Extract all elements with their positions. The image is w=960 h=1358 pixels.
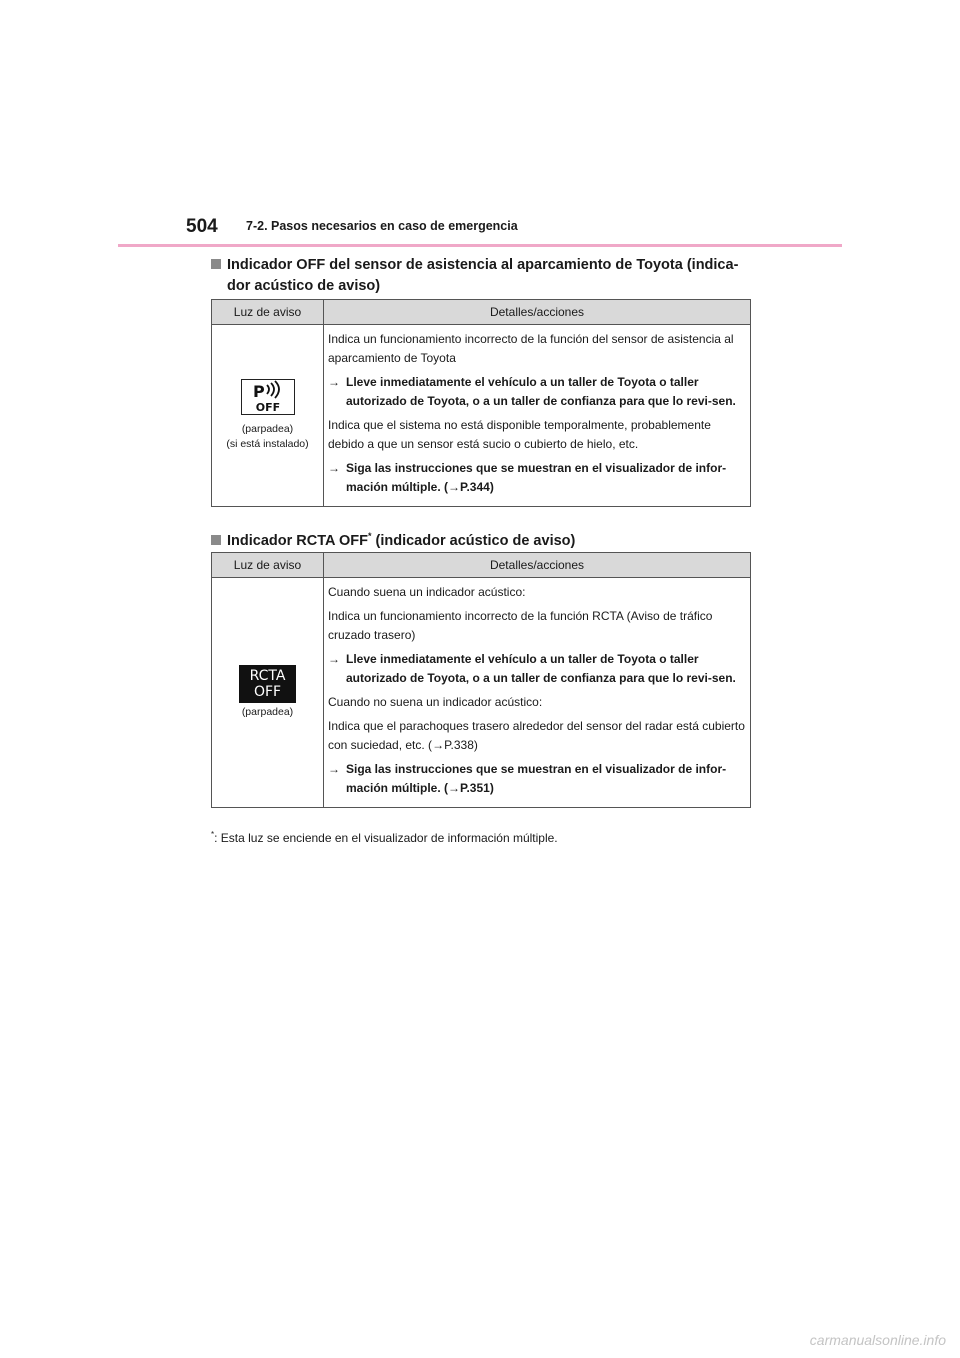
column-header-warning-light: Luz de aviso (212, 300, 324, 325)
chapter-title: 7-2. Pasos necesarios en caso de emergencia (246, 219, 518, 233)
watermark: carmanualsonline.info (809, 1332, 946, 1348)
rcta-off-icon: RCTA OFF (239, 665, 296, 703)
action-item: → Siga las instrucciones que se muestran en el visualizador de infor-mación múltiple. (→P.351) (328, 760, 746, 798)
warning-light-cell: P OFF (parpadea) (si está instalado) (212, 325, 324, 507)
arrow-icon: → (448, 781, 461, 795)
details-text: Cuando suena un indicador acústico: (328, 585, 526, 599)
footnote: *: Esta luz se enciende en el visualizador de información múltiple. (211, 830, 558, 845)
action-item: → Lleve inmediatamente el vehículo a un taller de Toyota o taller autorizado de Toyota, o a un taller de confianza para que lo revi-sen. (328, 650, 746, 688)
page-number: 504 (186, 216, 218, 237)
details-cell (324, 578, 751, 808)
svg-text:OFF: OFF (255, 401, 280, 414)
parking-assist-sensor-off-icon (241, 379, 295, 415)
section-title-parking-sensor: Indicador OFF del sensor de asistencia al aparcamiento de Toyota (indica- dor acústico de aviso) (211, 255, 751, 297)
page-reference-link[interactable]: P.351 (460, 781, 490, 795)
square-bullet-icon (211, 535, 221, 545)
page-reference-link[interactable]: P.338 (444, 738, 474, 752)
warning-light-cell: RCTA OFF (parpadea) (212, 578, 324, 808)
svg-text:P: P (252, 382, 265, 401)
square-bullet-icon (211, 259, 221, 269)
footnote-mark: * (211, 830, 215, 839)
arrow-icon: → (328, 375, 340, 389)
details-text: Indica un funcionamiento incorrecto de la función RCTA (Aviso de tráfico cruzado trasero) (328, 609, 713, 642)
footnote-mark: * (367, 531, 372, 541)
column-header-details: Detalles/acciones (324, 300, 751, 325)
table-row (212, 325, 751, 507)
details-cell (324, 325, 751, 507)
table-rcta (211, 552, 751, 808)
page-reference-link[interactable]: P.344 (460, 480, 490, 494)
arrow-icon: → (328, 652, 340, 666)
details-text: Indica un funcionamiento incorrecto de la función del sensor de asistencia al aparcamiento de Toyota (328, 332, 734, 365)
arrow-icon: → (432, 738, 445, 752)
details-text: Indica que el sistema no está disponible temporalmente, probablemente debido a que un sensor está sucio o cubierto de hielo, etc. (328, 418, 711, 451)
arrow-icon: → (328, 461, 340, 475)
column-header-warning-light: Luz de aviso (212, 553, 324, 578)
details-text: Cuando no suena un indicador acústico: (328, 695, 543, 709)
section-title-rcta: Indicador RCTA OFF* (indicador acústico de aviso) (211, 526, 751, 552)
column-header-details: Detalles/acciones (324, 553, 751, 578)
action-item: → Siga las instrucciones que se muestran en el visualizador de infor-mación múltiple. (→P.344) (328, 459, 746, 497)
action-item: → Lleve inmediatamente el vehículo a un taller de Toyota o taller autorizado de Toyota, o a un taller de confianza para que lo revi-sen. (328, 373, 746, 411)
arrow-icon: → (328, 762, 340, 776)
arrow-icon: → (448, 480, 461, 494)
details-text: Indica que el parachoques trasero alrededor del sensor del radar está cubierto con suciedad, etc. (→P.338) (328, 719, 745, 752)
table-parking-sensor (211, 299, 751, 507)
table-row (212, 578, 751, 808)
header-divider (118, 244, 842, 247)
